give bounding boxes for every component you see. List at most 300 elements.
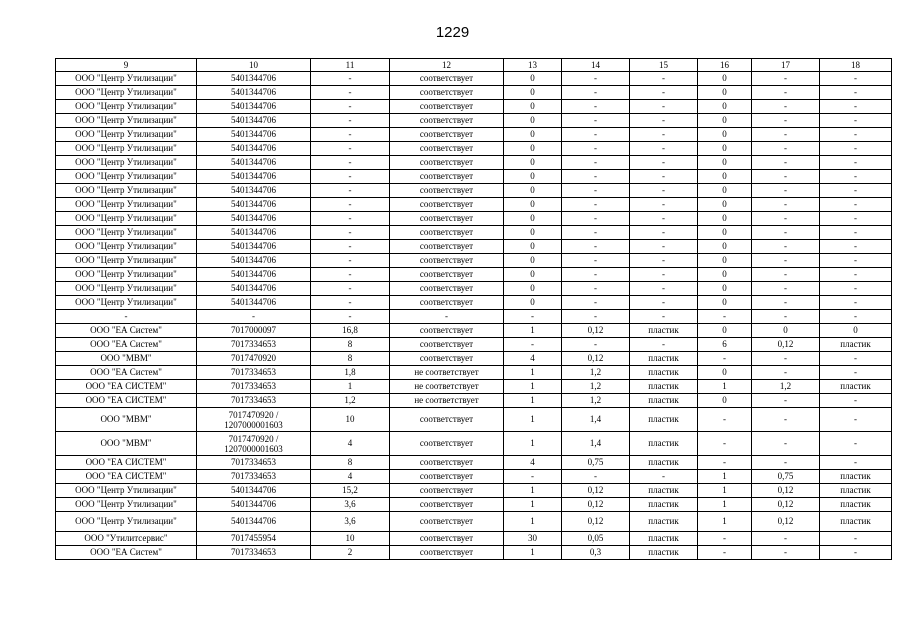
- table-cell: -: [752, 254, 820, 268]
- table-cell: соответствует: [390, 512, 504, 532]
- table-cell: соответствует: [390, 282, 504, 296]
- table-cell: -: [752, 114, 820, 128]
- table-cell: -: [698, 352, 752, 366]
- table-cell: -: [820, 212, 892, 226]
- table-cell: -: [752, 282, 820, 296]
- table-cell: 0: [698, 394, 752, 408]
- table-row: [56, 184, 892, 198]
- table-cell: -: [820, 282, 892, 296]
- table-cell: -: [311, 268, 390, 282]
- table-row: [56, 366, 892, 380]
- table-cell: 0: [698, 282, 752, 296]
- table-cell: -: [311, 184, 390, 198]
- table-cell: -: [504, 338, 562, 352]
- table-cell: -: [311, 212, 390, 226]
- table-cell: -: [390, 310, 504, 324]
- table-cell: 0: [504, 184, 562, 198]
- table-cell: 5401344706: [197, 498, 311, 512]
- table-cell: -: [820, 226, 892, 240]
- table-cell: 0,12: [752, 338, 820, 352]
- table-cell: ООО "Центр Утилизации": [56, 254, 197, 268]
- table-cell: -: [311, 310, 390, 324]
- table-cell: -: [752, 310, 820, 324]
- table-cell: ООО "Центр Утилизации": [56, 184, 197, 198]
- table-cell: 1,4: [562, 408, 630, 432]
- column-header-8: 17: [752, 59, 820, 72]
- table-cell: -: [698, 310, 752, 324]
- table-cell: -: [820, 128, 892, 142]
- table-cell: ООО "Центр Утилизации": [56, 72, 197, 86]
- table-cell: -: [311, 226, 390, 240]
- table-cell: 0: [504, 254, 562, 268]
- table-cell: 0,12: [752, 498, 820, 512]
- table-cell: ООО "МВМ": [56, 408, 197, 432]
- table-cell: 5401344706: [197, 484, 311, 498]
- table-row: [56, 456, 892, 470]
- table-cell: 5401344706: [197, 86, 311, 100]
- table-cell: соответствует: [390, 226, 504, 240]
- table-row: [56, 100, 892, 114]
- table-cell: 0: [504, 100, 562, 114]
- table-cell: ООО "Центр Утилизации": [56, 128, 197, 142]
- table-cell: ООО "ЕА СИСТЕМ": [56, 470, 197, 484]
- table-cell: -: [630, 184, 698, 198]
- table-cell: 7017334653: [197, 394, 311, 408]
- table-cell: ООО "ЕА Систем": [56, 546, 197, 560]
- table-cell: 1: [698, 470, 752, 484]
- table-cell: 0: [698, 184, 752, 198]
- table-cell: 8: [311, 338, 390, 352]
- table-cell: 30: [504, 532, 562, 546]
- table-cell: ООО "Центр Утилизации": [56, 142, 197, 156]
- table-cell: -: [311, 142, 390, 156]
- table-cell: 0: [698, 226, 752, 240]
- table-cell: 1: [698, 380, 752, 394]
- table-cell: 0,12: [562, 484, 630, 498]
- table-cell: 7017455954: [197, 532, 311, 546]
- column-header-3: 12: [390, 59, 504, 72]
- table-cell: -: [820, 198, 892, 212]
- table-row: [56, 296, 892, 310]
- table-cell: 1,2: [311, 394, 390, 408]
- table-cell: -: [820, 352, 892, 366]
- table-cell: соответствует: [390, 324, 504, 338]
- table-cell: 8: [311, 456, 390, 470]
- table-cell: 7017334653: [197, 456, 311, 470]
- table-cell: 5401344706: [197, 114, 311, 128]
- table-cell: 0: [504, 170, 562, 184]
- table-cell: -: [630, 198, 698, 212]
- table-row: [56, 352, 892, 366]
- table-cell: 5401344706: [197, 198, 311, 212]
- table-cell: 0: [698, 114, 752, 128]
- table-cell: 1: [698, 512, 752, 532]
- table-cell: -: [820, 366, 892, 380]
- table-cell: соответствует: [390, 114, 504, 128]
- table-cell: 0: [698, 198, 752, 212]
- table-cell: -: [630, 86, 698, 100]
- table-cell: -: [820, 156, 892, 170]
- table-cell: 5401344706: [197, 226, 311, 240]
- table-cell: соответствует: [390, 532, 504, 546]
- table-cell: 5401344706: [197, 128, 311, 142]
- table-cell: -: [311, 296, 390, 310]
- table-row: [56, 268, 892, 282]
- table-cell: 0,05: [562, 532, 630, 546]
- table-cell: 5401344706: [197, 212, 311, 226]
- table-cell: -: [820, 184, 892, 198]
- table-cell: -: [820, 142, 892, 156]
- table-cell: -: [630, 212, 698, 226]
- table-cell: 1: [504, 432, 562, 456]
- table-cell: 6: [698, 338, 752, 352]
- table-cell: 1,2: [562, 366, 630, 380]
- table-cell: соответствует: [390, 470, 504, 484]
- table-cell: пластик: [820, 498, 892, 512]
- table-cell: 16,8: [311, 324, 390, 338]
- table-cell: 0: [504, 72, 562, 86]
- table-cell: ООО "МВМ": [56, 352, 197, 366]
- table-cell: 1,4: [562, 432, 630, 456]
- table-cell: 0: [698, 240, 752, 254]
- table-cell: -: [820, 268, 892, 282]
- table-cell: соответствует: [390, 212, 504, 226]
- table-cell: 5401344706: [197, 282, 311, 296]
- table-cell: -: [752, 532, 820, 546]
- table-cell: -: [820, 456, 892, 470]
- table-cell: -: [562, 142, 630, 156]
- table-cell: -: [752, 240, 820, 254]
- table-cell: -: [630, 142, 698, 156]
- table-cell: соответствует: [390, 170, 504, 184]
- table-cell: 3,6: [311, 498, 390, 512]
- table-cell: -: [562, 184, 630, 198]
- table-cell: 1: [504, 380, 562, 394]
- table-cell: -: [311, 156, 390, 170]
- table-cell: -: [820, 546, 892, 560]
- table-cell: 10: [311, 408, 390, 432]
- table-cell: ООО "Центр Утилизации": [56, 512, 197, 532]
- table-cell: 0: [504, 86, 562, 100]
- table-cell: не соответствует: [390, 366, 504, 380]
- table-cell: 0: [504, 212, 562, 226]
- table-cell: 0,12: [752, 484, 820, 498]
- table-cell: 0: [698, 86, 752, 100]
- table-row: [56, 432, 892, 456]
- table-cell: пластик: [630, 456, 698, 470]
- table-row: [56, 470, 892, 484]
- table-cell: 0: [504, 296, 562, 310]
- table-cell: 2: [311, 546, 390, 560]
- table-cell: -: [752, 432, 820, 456]
- table-cell: соответствует: [390, 254, 504, 268]
- table-cell: ООО "ЕА Систем": [56, 338, 197, 352]
- column-header-7: 16: [698, 59, 752, 72]
- table-cell: 0,12: [562, 324, 630, 338]
- table-cell: -: [197, 310, 311, 324]
- table-cell: -: [630, 338, 698, 352]
- table-cell: -: [562, 100, 630, 114]
- table-cell: пластик: [820, 512, 892, 532]
- table-cell: пластик: [630, 366, 698, 380]
- table-cell: -: [820, 296, 892, 310]
- table-cell: -: [311, 170, 390, 184]
- table-cell: соответствует: [390, 156, 504, 170]
- table-cell: -: [752, 198, 820, 212]
- table-cell: 1: [504, 366, 562, 380]
- table-cell: 10: [311, 532, 390, 546]
- table-cell: -: [752, 226, 820, 240]
- header-row: [56, 59, 892, 72]
- table-cell: 0: [504, 226, 562, 240]
- table-cell: -: [562, 212, 630, 226]
- table-cell: 3,6: [311, 512, 390, 532]
- table-cell: -: [630, 128, 698, 142]
- table-cell: пластик: [630, 532, 698, 546]
- table-cell: 0: [504, 240, 562, 254]
- column-header-4: 13: [504, 59, 562, 72]
- table-cell: -: [820, 532, 892, 546]
- table-cell: -: [630, 282, 698, 296]
- table-row: [56, 86, 892, 100]
- table-body: [56, 72, 892, 560]
- table-cell: 0: [504, 128, 562, 142]
- table-cell: -: [562, 156, 630, 170]
- table-cell: -: [630, 240, 698, 254]
- column-header-9: 18: [820, 59, 892, 72]
- table-cell: -: [630, 310, 698, 324]
- table-row: [56, 484, 892, 498]
- table-cell: 5401344706: [197, 170, 311, 184]
- table-cell: ООО "Центр Утилизации": [56, 198, 197, 212]
- table-cell: -: [562, 268, 630, 282]
- table-row: [56, 142, 892, 156]
- table-cell: соответствует: [390, 432, 504, 456]
- table-cell: -: [562, 254, 630, 268]
- table-cell: -: [630, 100, 698, 114]
- table-cell: -: [56, 310, 197, 324]
- table-cell: 0: [698, 142, 752, 156]
- table-cell: ООО "Центр Утилизации": [56, 114, 197, 128]
- column-header-5: 14: [562, 59, 630, 72]
- table-row: [56, 72, 892, 86]
- table-cell: -: [698, 532, 752, 546]
- table-cell: 0,12: [562, 498, 630, 512]
- table-row: [56, 498, 892, 512]
- table-cell: ООО "ЕА Систем": [56, 366, 197, 380]
- table-cell: 0: [698, 366, 752, 380]
- table-cell: ООО "Центр Утилизации": [56, 170, 197, 184]
- table-cell: -: [311, 128, 390, 142]
- table-cell: 0: [698, 170, 752, 184]
- table-cell: 0: [504, 268, 562, 282]
- table-row: [56, 114, 892, 128]
- page-number: 1229: [435, 24, 470, 41]
- table-cell: -: [311, 100, 390, 114]
- table-cell: 7017334653: [197, 380, 311, 394]
- table-cell: пластик: [630, 512, 698, 532]
- table-cell: соответствует: [390, 296, 504, 310]
- table-row: [56, 324, 892, 338]
- table-cell: 0: [698, 72, 752, 86]
- table-cell: не соответствует: [390, 394, 504, 408]
- table-cell: 4: [504, 456, 562, 470]
- table-cell: -: [562, 114, 630, 128]
- table-cell: -: [820, 432, 892, 456]
- table-cell: 1,2: [752, 380, 820, 394]
- table-cell: -: [820, 86, 892, 100]
- table-cell: 1: [504, 408, 562, 432]
- table-cell: -: [752, 156, 820, 170]
- table-cell: ООО "ЕА СИСТЕМ": [56, 456, 197, 470]
- table-cell: -: [752, 456, 820, 470]
- table-cell: 15,2: [311, 484, 390, 498]
- table-cell: -: [562, 72, 630, 86]
- table-cell: -: [562, 198, 630, 212]
- table-cell: ООО "МВМ": [56, 432, 197, 456]
- table-row: [56, 226, 892, 240]
- table-row: [56, 254, 892, 268]
- table-cell: -: [752, 170, 820, 184]
- table-cell: 5401344706: [197, 296, 311, 310]
- table-cell: 7017334653: [197, 366, 311, 380]
- data-table-container: [55, 58, 892, 560]
- table-cell: 0: [504, 282, 562, 296]
- table-cell: 0,75: [752, 470, 820, 484]
- table-cell: 0: [698, 128, 752, 142]
- table-cell: 0: [698, 156, 752, 170]
- table-cell: 7017000097: [197, 324, 311, 338]
- table-cell: -: [820, 254, 892, 268]
- table-cell: 1: [698, 484, 752, 498]
- table-cell: 7017334653: [197, 338, 311, 352]
- table-cell: 5401344706: [197, 184, 311, 198]
- table-cell: пластик: [630, 498, 698, 512]
- table-cell: 0,12: [562, 512, 630, 532]
- table-cell: пластик: [820, 470, 892, 484]
- table-cell: пластик: [820, 338, 892, 352]
- table-cell: -: [698, 546, 752, 560]
- table-cell: 1: [504, 394, 562, 408]
- table-cell: ООО "Центр Утилизации": [56, 484, 197, 498]
- column-header-2: 11: [311, 59, 390, 72]
- table-cell: 5401344706: [197, 72, 311, 86]
- table-cell: пластик: [820, 380, 892, 394]
- table-cell: ООО "ЕА СИСТЕМ": [56, 380, 197, 394]
- table-cell: ООО "ЕА Систем": [56, 324, 197, 338]
- table-cell: -: [311, 72, 390, 86]
- table-cell: -: [630, 72, 698, 86]
- table-cell: -: [311, 240, 390, 254]
- table-cell: -: [820, 114, 892, 128]
- table-cell: -: [562, 170, 630, 184]
- table-cell: 1: [504, 324, 562, 338]
- table-cell: ООО "Центр Утилизации": [56, 212, 197, 226]
- table-row: [56, 532, 892, 546]
- table-cell: -: [630, 296, 698, 310]
- table-row: [56, 310, 892, 324]
- table-cell: 0: [504, 156, 562, 170]
- table-cell: соответствует: [390, 338, 504, 352]
- table-cell: 0,3: [562, 546, 630, 560]
- table-cell: ООО "Центр Утилизации": [56, 296, 197, 310]
- table-cell: пластик: [630, 546, 698, 560]
- data-table: [55, 58, 892, 560]
- table-cell: 5401344706: [197, 100, 311, 114]
- table-cell: -: [630, 170, 698, 184]
- table-cell: -: [752, 394, 820, 408]
- table-row: [56, 212, 892, 226]
- table-cell: -: [630, 156, 698, 170]
- table-cell: -: [562, 282, 630, 296]
- table-cell: соответствует: [390, 268, 504, 282]
- table-cell: 0: [698, 212, 752, 226]
- table-cell: -: [820, 310, 892, 324]
- table-row: [56, 282, 892, 296]
- table-cell: -: [311, 114, 390, 128]
- table-cell: -: [752, 212, 820, 226]
- table-cell: ООО "Утилитсервис": [56, 532, 197, 546]
- table-cell: пластик: [630, 324, 698, 338]
- table-cell: пластик: [630, 394, 698, 408]
- table-cell: соответствует: [390, 142, 504, 156]
- table-row: [56, 128, 892, 142]
- table-cell: соответствует: [390, 86, 504, 100]
- table-cell: 5401344706: [197, 142, 311, 156]
- table-row: [56, 512, 892, 532]
- table-row: [56, 198, 892, 212]
- table-cell: соответствует: [390, 184, 504, 198]
- table-cell: -: [562, 128, 630, 142]
- table-cell: -: [820, 408, 892, 432]
- table-cell: 5401344706: [197, 156, 311, 170]
- table-cell: 7017334653: [197, 546, 311, 560]
- table-cell: ООО "Центр Утилизации": [56, 86, 197, 100]
- table-cell: -: [752, 100, 820, 114]
- table-cell: -: [820, 394, 892, 408]
- table-cell: 5401344706: [197, 240, 311, 254]
- table-row: [56, 338, 892, 352]
- table-cell: ООО "Центр Утилизации": [56, 282, 197, 296]
- table-cell: -: [752, 142, 820, 156]
- table-cell: -: [752, 408, 820, 432]
- table-cell: -: [820, 240, 892, 254]
- table-cell: 1: [311, 380, 390, 394]
- table-cell: соответствует: [390, 198, 504, 212]
- table-cell: 8: [311, 352, 390, 366]
- column-header-1: 10: [197, 59, 311, 72]
- table-cell: соответствует: [390, 498, 504, 512]
- table-cell: 0: [504, 198, 562, 212]
- table-cell: пластик: [630, 408, 698, 432]
- table-cell: 1: [698, 498, 752, 512]
- table-cell: 4: [311, 470, 390, 484]
- table-row: [56, 394, 892, 408]
- table-cell: -: [630, 254, 698, 268]
- table-cell: -: [698, 432, 752, 456]
- table-cell: 1,2: [562, 380, 630, 394]
- table-cell: ООО "Центр Утилизации": [56, 498, 197, 512]
- table-cell: 0: [698, 254, 752, 268]
- table-cell: 0: [698, 296, 752, 310]
- table-row: [56, 156, 892, 170]
- table-cell: 7017334653: [197, 470, 311, 484]
- table-cell: 1,8: [311, 366, 390, 380]
- table-cell: 1: [504, 498, 562, 512]
- table-cell: -: [504, 470, 562, 484]
- table-cell: -: [562, 470, 630, 484]
- table-cell: -: [562, 240, 630, 254]
